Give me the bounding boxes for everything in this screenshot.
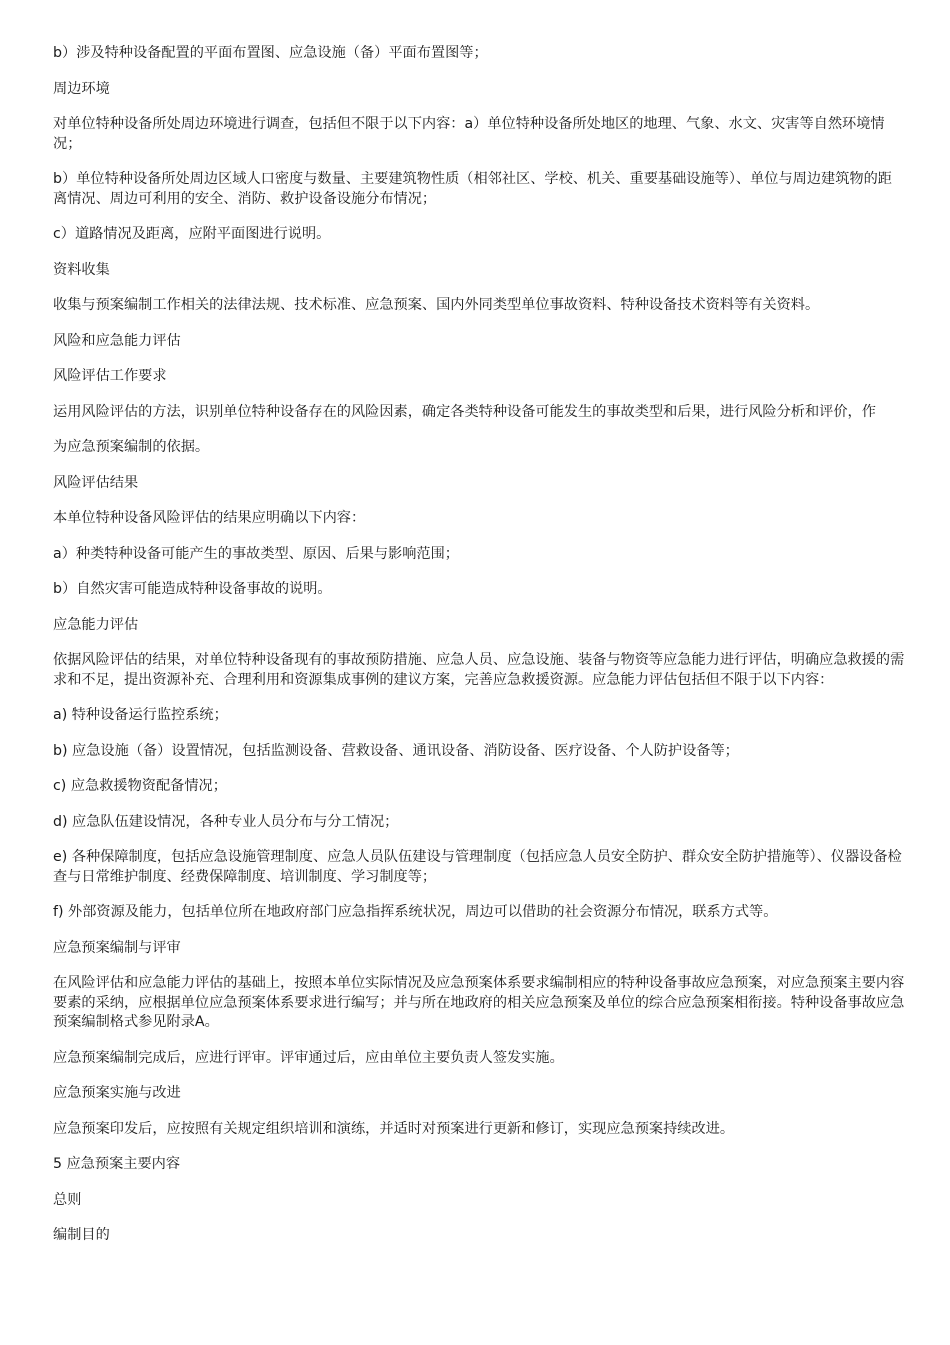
heading-data-collection: 资料收集 [53, 261, 110, 278]
heading-purpose: 编制目的 [53, 1227, 110, 1243]
paragraph-capability-assessment: 依据风险评估的结果，对单位特种设备现有的事故预防措施、应急人员、应急设施、装备与物资等应急能力进行评估，明确应急救援的需求和不足，提出资源补充、合理利用和资源集成事例的建议方案，完善应急救援资源。应急能力评估包括但不限于以下内容： [53, 652, 905, 688]
paragraph-results-intro: 本单位特种设备风险评估的结果应明确以下内容： [53, 510, 366, 526]
heading-risk-assessment-results: 风险评估结果 [53, 474, 139, 491]
list-item-capability-b: b) 应急设施（备）设置情况，包括监测设备、营救设备、通讯设备、消防设备、医疗设备、个人防护设备等； [53, 742, 739, 759]
heading-section-5: 5 应急预案主要内容 [53, 1156, 181, 1172]
heading-risk-capability-assessment: 风险和应急能力评估 [53, 332, 181, 349]
list-item-capability-c: c) 应急救援物资配备情况； [53, 778, 227, 794]
list-item-capability-e: e) 各种保障制度，包括应急设施管理制度、应急人员队伍建设与管理制度（包括应急人员安全防护、群众安全防护措施等）、仪器设备检查与日常维护制度、经费保障制度、培训制度、学习制度等； [53, 849, 902, 885]
list-item-results-b: b）自然灾害可能造成特种设备事故的说明。 [53, 581, 332, 597]
paragraph-risk-assessment-basis: 为应急预案编制的依据。 [53, 439, 210, 455]
heading-risk-assessment-requirements: 风险评估工作要求 [53, 368, 167, 384]
heading-surroundings: 周边环境 [53, 80, 110, 97]
list-item-capability-f: f) 外部资源及能力，包括单位所在地政府部门应急指挥系统状况，周边可以借助的社会资源分布情况，联系方式等。 [53, 904, 778, 920]
paragraph-risk-assessment-method: 运用风险评估的方法，识别单位特种设备存在的风险因素，确定各类特种设备可能发生的事故类型和后果，进行风险分析和评价，作 [53, 403, 876, 420]
paragraph-data-collection: 收集与预案编制工作相关的法律法规、技术标准、应急预案、国内外同类型单位事故资料、特种设备技术资料等有关资料。 [53, 297, 820, 313]
paragraph-layout-drawings: b）涉及特种设备配置的平面布置图、应急设施（备）平面布置图等； [53, 45, 488, 61]
heading-general-provisions: 总则 [53, 1191, 82, 1208]
heading-capability-assessment: 应急能力评估 [53, 616, 139, 633]
paragraph-surroundings-survey: 对单位特种设备所处周边环境进行调查，包括但不限于以下内容：a）单位特种设备所处地区的地理、气象、水文、灾害等自然环境情况； [53, 116, 885, 152]
paragraph-population-buildings: b）单位特种设备所处周边区域人口密度与数量、主要建筑物性质（相邻社区、学校、机关、重要基础设施等）、单位与周边建筑物的距离情况、周边可利用的安全、消防、救护设备设施分布情况； [53, 171, 892, 207]
paragraph-plan-review: 应急预案编制完成后，应进行评审。评审通过后，应由单位主要负责人签发实施。 [53, 1049, 564, 1066]
list-item-results-a: a）种类特种设备可能产生的事故类型、原因、后果与影响范围； [53, 545, 459, 562]
paragraph-roads: c）道路情况及距离，应附平面图进行说明。 [53, 226, 331, 242]
paragraph-plan-implementation: 应急预案印发后，应按照有关规定组织培训和演练，并适时对预案进行更新和修订，实现应急预案持续改进。 [53, 1120, 735, 1137]
heading-plan-implementation: 应急预案实施与改进 [53, 1085, 181, 1101]
heading-plan-drafting-review: 应急预案编制与评审 [53, 939, 181, 956]
paragraph-plan-drafting: 在风险评估和应急能力评估的基础上，按照本单位实际情况及应急预案体系要求编制相应的特种设备事故应急预案，对应急预案主要内容要素的采纳，应根据单位应急预案体系要求进行编写；并与所在地政府的相关应急预案及单位的综合应急预案相衔接。特种设备事故应急预案编制格式参见附录A。 [53, 975, 905, 1030]
list-item-capability-a: a) 特种设备运行监控系统； [53, 707, 228, 723]
list-item-capability-d: d) 应急队伍建设情况，各种专业人员分布与分工情况； [53, 813, 399, 830]
